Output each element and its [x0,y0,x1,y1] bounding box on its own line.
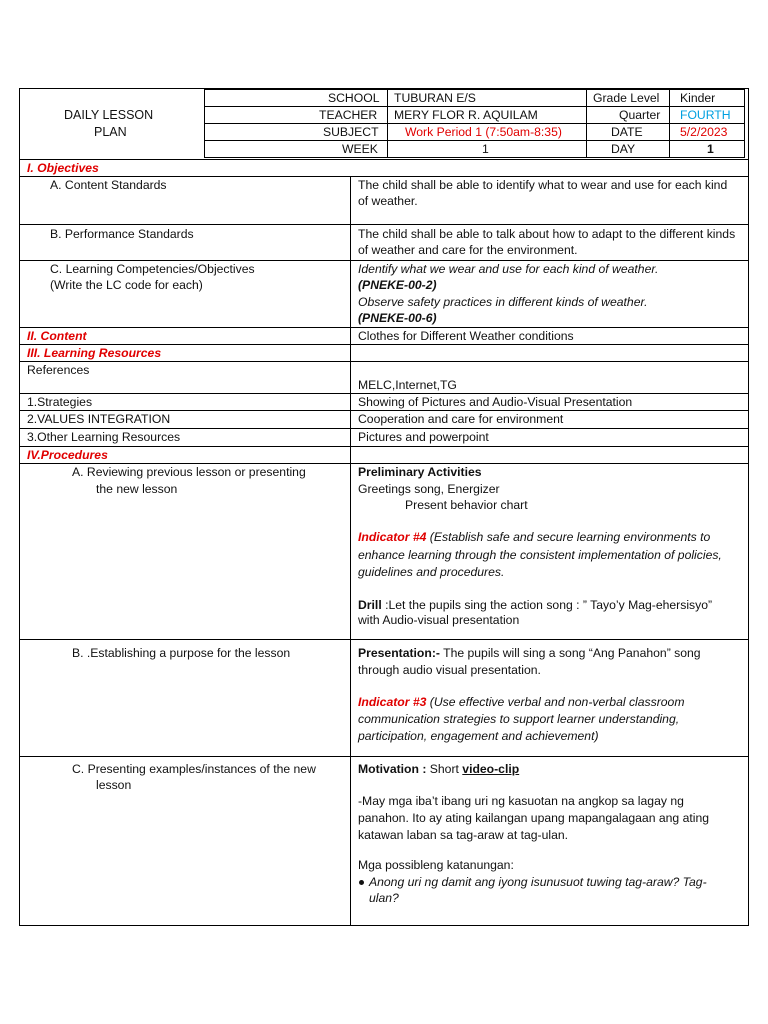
strategies-label: 1.Strategies [27,395,93,409]
indicator-3-text: (Use effective verbal and non-verbal classroom [426,695,685,709]
week-label: WEEK [342,142,378,156]
row-line [19,756,749,757]
competency-1: Identify what we wear and use for each kind of weather. [358,262,659,276]
preliminary-line-1: Greetings song, Energizer [358,482,500,496]
indicator-4-line2: enhance learning through the consistent implementation of policies, [358,548,722,562]
questions-heading: Mga possibleng katanungan: [358,858,514,872]
question-1-line1: Anong uri ng damit ang iyong isunusuot tuwing tag-araw? Tag- [369,875,707,889]
doc-title-line2: PLAN [94,125,127,139]
header-col-3 [669,89,670,158]
section-objectives: I. Objectives [27,161,99,175]
competency-1-code: (PNEKE-00-2) [358,278,437,292]
presentation-text: The pupils will sing a song “Ang Panahon” song [439,646,701,660]
teacher-label: TEACHER [319,108,378,122]
performance-standards-value: The child shall be able to talk about how to adapt to the different kinds of weather and care for the environment. [358,227,736,257]
row-line [19,361,749,362]
values-integration-label: 2.VALUES INTEGRATION [27,412,171,426]
school-label: SCHOOL [328,91,380,105]
indicator-4-line3: guidelines and procedures. [358,565,505,579]
motivation-line [358,761,519,777]
procedure-a-label-line1: A. Reviewing previous lesson or presenting [72,465,306,479]
motivation-text: Short [426,762,463,776]
doc-title-line1: DAILY LESSON [64,108,154,122]
drill-line2: with Audio-visual presentation [358,613,520,627]
indicator-4-title: Indicator #4 [358,530,427,544]
school-value: TUBURAN E/S [394,91,476,105]
drill-text: :Let the pupils sing the action song : ” Tayo’y Mag-ehersisyo” [381,598,713,612]
discussion-line3: katawan laban sa tag-araw at tag-ulan. [358,828,569,842]
drill-line1 [358,597,712,613]
header-row-3 [204,140,745,141]
discussion-line2: panahon. Ito ay ating kailangan upang mapangalagaan ang ating [358,811,710,825]
section-procedures: IV.Procedures [27,448,108,462]
presentation-line2: through audio visual presentation. [358,663,541,677]
content-standards-label: A. Content Standards [50,178,167,192]
competency-2-code: (PNEKE-00-6) [358,311,437,325]
day-label: DAY [611,142,636,156]
table-border-right [748,88,749,926]
indicator-3-line3: participation, engagement and achievement) [358,729,599,743]
week-value: 1 [482,142,489,156]
bullet-dot-icon [359,880,364,885]
section-content: II. Content [27,329,87,343]
row-line [19,639,749,640]
competencies-label: C. Learning Competencies/Objectives [50,262,255,276]
procedure-b-label: B. .Establishing a purpose for the lesson [72,646,291,660]
header-col-1 [387,89,388,158]
content-standards-value: The child shall be able to identify what to wear and use for each kind of weather. [358,178,728,208]
drill-label: Drill [358,598,382,612]
competencies-sublabel: (Write the LC code for each) [50,278,203,292]
row-line [19,446,749,447]
table-border-left [19,88,20,926]
grade-level-value: Kinder [680,91,716,105]
table-border-bottom [19,925,749,926]
subject-label: SUBJECT [323,125,379,139]
quarter-value: FOURTH [680,108,731,122]
presentation-label: Presentation:- [358,646,440,660]
references-label: References [27,363,90,377]
procedure-c-label-line2: lesson [96,778,132,792]
motivation-label: Motivation : [358,762,427,776]
indicator-3-line2: communication strategies to support learner understanding, [358,712,680,726]
teacher-value: MERY FLOR R. AQUILAM [394,108,538,122]
header-row-4 [204,157,745,158]
content-value: Clothes for Different Weather conditions [358,329,574,343]
indicator-4-text: (Establish safe and secure learning environments to [426,530,711,544]
section-learning-resources: III. Learning Resources [27,346,162,360]
values-integration-value: Cooperation and care for environment [358,412,564,426]
other-resources-label: 3.Other Learning Resources [27,430,181,444]
performance-standards-label: B. Performance Standards [50,227,194,241]
main-column-divider [350,176,351,926]
indicator-3-line1 [358,694,685,710]
grade-level-label: Grade Level [593,91,660,105]
preliminary-line-2: Present behavior chart [405,498,528,512]
procedure-a-label-line2: the new lesson [96,482,178,496]
indicator-4-line1 [358,529,710,545]
quarter-label: Quarter [619,108,661,122]
question-1-line2: ulan? [369,891,399,905]
row-line [19,224,749,225]
date-label: DATE [611,125,643,139]
competency-2: Observe safety practices in different kinds of weather. [358,295,648,309]
presentation-line1 [358,645,701,661]
procedure-c-label-line1: C. Presenting examples/instances of the new [72,762,316,776]
date-value: 5/2/2023 [680,125,728,139]
indicator-3-title: Indicator #3 [358,695,427,709]
strategies-value: Showing of Pictures and Audio-Visual Presentation [358,395,633,409]
references-value: MELC,Internet,TG [358,378,457,392]
other-resources-value: Pictures and powerpoint [358,430,489,444]
discussion-line1: -May mga iba’t ibang uri ng kasuotan na angkop sa lagay ng [358,794,684,808]
preliminary-activities-heading: Preliminary Activities [358,465,482,479]
subject-value: Work Period 1 (7:50am-8:35) [405,125,562,139]
day-value: 1 [707,142,714,156]
header-col-2 [586,89,587,158]
header-bottom [19,159,749,160]
video-clip-link[interactable]: video-clip [462,762,520,776]
